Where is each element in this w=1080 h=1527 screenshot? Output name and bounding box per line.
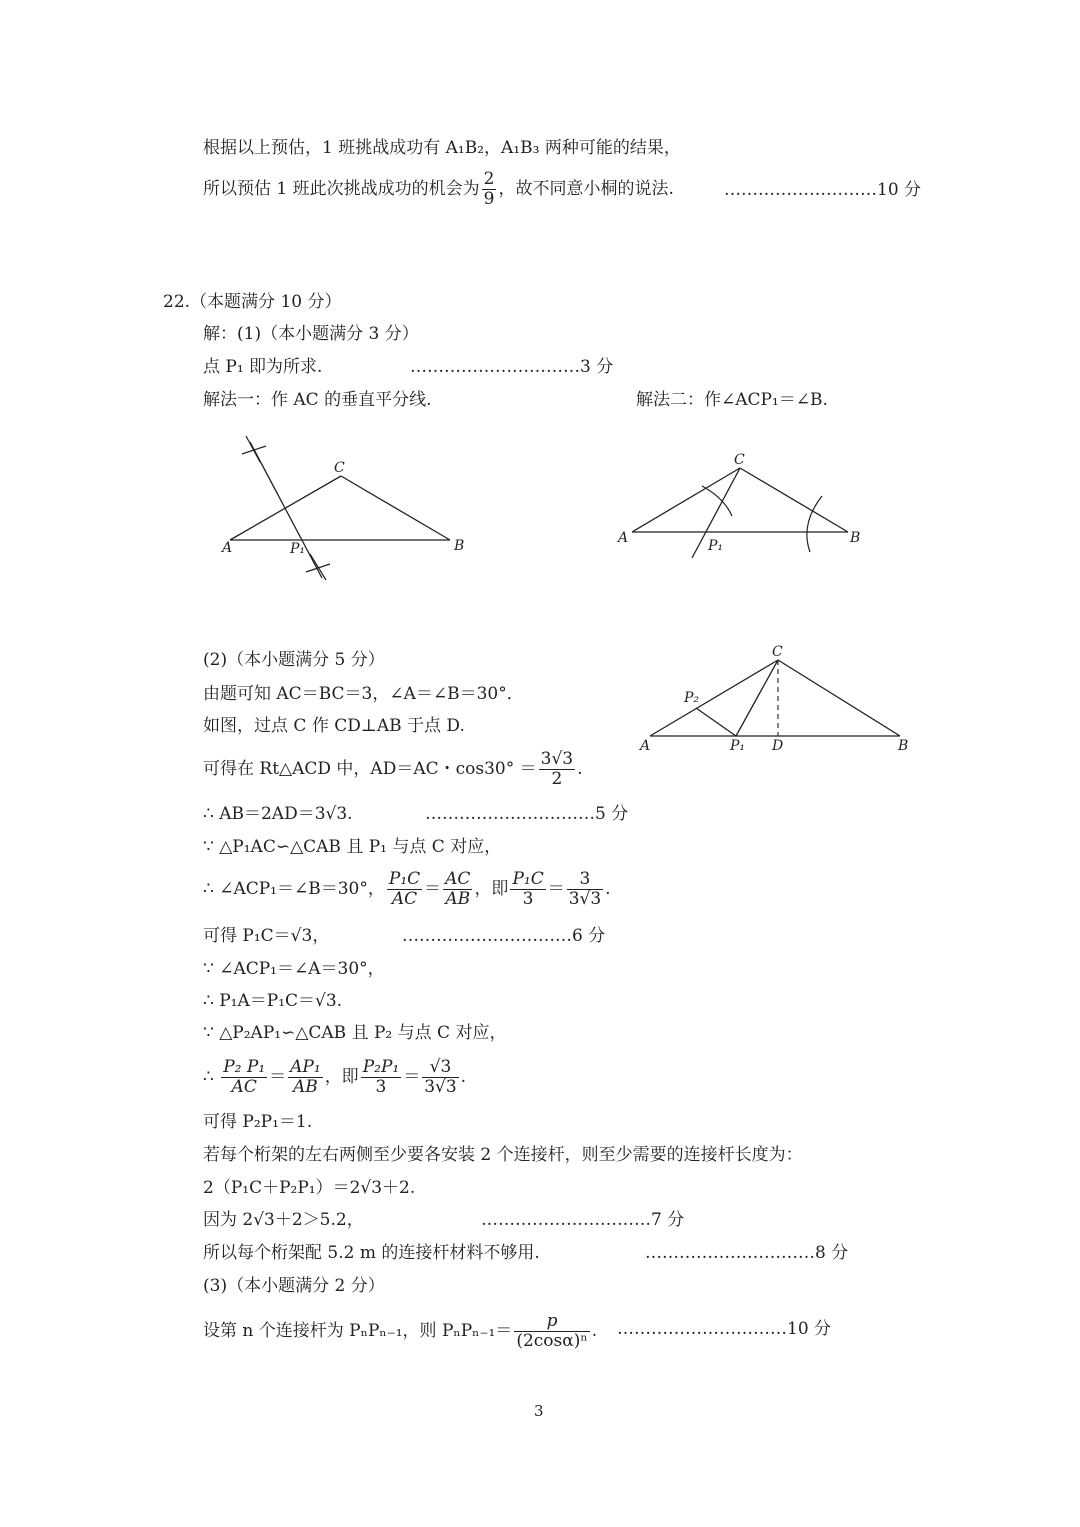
fraction-denominator: 3 — [522, 889, 534, 909]
label-b: B — [454, 538, 465, 554]
q21-conclusion-text: 所以预估 1 班此次挑战成功的机会为 — [203, 179, 480, 199]
fraction-numerator: AP₁ — [290, 1057, 321, 1077]
part2-score-8: …………………………8 分 — [645, 1243, 849, 1263]
part2-p1c-line: 可得 P₁C＝√3， — [203, 926, 330, 946]
fraction-numerator: AC — [445, 869, 471, 889]
segment-cb — [778, 660, 900, 736]
part2-heading: (2)（本小题满分 5 分） — [203, 650, 385, 670]
segment-p1p2 — [696, 708, 736, 736]
figure-angle-construction — [610, 446, 870, 576]
fraction-p1c-3 — [510, 870, 545, 909]
fraction-3-3r3 — [567, 870, 603, 909]
q21-score: ………………………10 分 — [724, 180, 922, 200]
part2-score-7: …………………………7 分 — [481, 1210, 685, 1230]
figure-perpendicular-bisector — [210, 428, 480, 588]
figure-truss-triangle — [636, 640, 916, 758]
part2-ad-line — [203, 750, 583, 789]
label-a: A — [640, 738, 651, 754]
part2-score-6: …………………………6 分 — [402, 926, 606, 946]
fraction-r3-3r3 — [422, 1058, 458, 1097]
ratio-end: . — [605, 879, 611, 899]
fraction-numerator: P₁C — [388, 869, 421, 889]
fraction-numerator: P₂P₁ — [362, 1057, 400, 1077]
fraction-numerator: 2 — [483, 169, 495, 189]
method-one-label: 解法一：作 AC 的垂直平分线. — [203, 390, 432, 410]
q21-result-line: 根据以上预估，1 班挑战成功有 A₁B₂，A₁B₃ 两种可能的结果， — [203, 138, 681, 158]
label-c: C — [334, 460, 345, 476]
part2-length-expr: 2（P₁C＋P₂P₁）＝2√3＋2. — [203, 1178, 416, 1198]
ratio2-end: . — [460, 1067, 467, 1087]
fraction-denominator: 3√3 — [424, 1077, 457, 1097]
fraction-numerator: P₂ P₁ — [223, 1057, 266, 1077]
fraction-denominator: 2 — [551, 769, 563, 789]
method-two-label: 解法二：作∠ACP₁＝∠B. — [636, 390, 828, 410]
part2-ratio-line: ∴ ∠ACP₁＝∠B＝30°， $\frac{\text{P₁C}}{AC}$ ＝ $\frac{AC}{AB}$ ，即 $\frac{\text{P₁C}}{3}$ ＝ $\frac{3}{3√3}$ . — [203, 869, 611, 909]
arc-mark-bottom — [306, 554, 330, 580]
part2-angle-line: ∵ ∠ACP₁＝∠A＝30°， — [203, 959, 385, 979]
label-d: D — [772, 738, 784, 754]
fraction-denominator: AB — [293, 1077, 318, 1097]
segment-cp1 — [736, 660, 778, 736]
part3-text: 设第 n 个连接杆为 PₙPₙ₋₁，则 PₙPₙ₋₁＝ — [203, 1321, 513, 1341]
part3-formula-line — [203, 1312, 597, 1351]
part2-similar-1: ∵ △P₁AC∽△CAB 且 P₁ 与点 C 对应， — [203, 837, 502, 857]
label-p1: P₁ — [708, 538, 724, 554]
label-p1: P₁ — [730, 738, 746, 754]
fraction-p2p1-ac — [221, 1058, 267, 1097]
segment-ac — [650, 660, 778, 736]
part2-p1a-line: ∴ P₁A＝P₁C＝√3. — [203, 991, 343, 1011]
fraction-numerator: p — [514, 1312, 589, 1332]
fraction-p1c-ac — [387, 870, 422, 909]
part2-p2p1-line: 可得 P₂P₁＝1. — [203, 1112, 313, 1132]
segment-cb — [341, 476, 450, 540]
fraction-p2p1-3 — [361, 1058, 402, 1097]
part3-fraction — [514, 1312, 589, 1351]
part3-score: …………………………10 分 — [617, 1319, 832, 1339]
fraction-numerator: P₁C — [512, 869, 544, 889]
label-c: C — [772, 644, 783, 660]
fraction-denominator: 3√3 — [568, 889, 602, 909]
part1-heading: 解：(1)（本小题满分 3 分） — [203, 324, 419, 344]
fraction-denominator: AB — [445, 889, 471, 909]
part2-requirement: 若每个桁架的左右两侧至少要各安装 2 个连接杆，则至少需要的连接杆长度为： — [203, 1145, 803, 1165]
part1-score: …………………………3 分 — [410, 357, 614, 377]
ad-text: 可得在 Rt△ACD 中，AD＝AC・cos30° ＝ — [203, 759, 537, 779]
q21-conclusion-line — [203, 170, 674, 209]
q21-probability-fraction — [482, 170, 497, 209]
fraction-ap1-ab — [288, 1058, 323, 1097]
label-p1: P₁ — [290, 541, 306, 557]
bisector-line — [250, 442, 322, 578]
segment-ac — [632, 468, 740, 532]
ratio-mid: ，即 — [474, 879, 509, 899]
therefore-symbol: ∴ — [203, 1067, 214, 1087]
part2-score-5: …………………………5 分 — [425, 804, 629, 824]
part2-similar-2: ∵ △P₂AP₁∽△CAB 且 P₂ 与点 C 对应， — [203, 1023, 507, 1043]
segment-cb — [740, 468, 848, 532]
label-b: B — [898, 738, 909, 754]
fraction-ac-ab — [443, 870, 472, 909]
q21-conclusion-end: ，故不同意小桐的说法. — [498, 179, 674, 199]
fraction-denominator: 9 — [483, 189, 495, 209]
part3-heading: (3)（本小题满分 2 分） — [203, 1276, 385, 1296]
ratio-text: ∴ ∠ACP₁＝∠B＝30°， — [203, 879, 385, 899]
part2-conclusion: 所以每个桁架配 5.2 m 的连接杆材料不够用. — [203, 1243, 540, 1263]
label-a: A — [222, 540, 233, 556]
fraction-numerator: 3√3 — [540, 749, 574, 769]
fraction-denominator: 3 — [375, 1077, 387, 1097]
part2-compare: 因为 2√3＋2＞5.2， — [203, 1210, 364, 1230]
fraction-numerator: 3 — [567, 870, 603, 890]
fraction-denominator: (2cosα)ⁿ — [516, 1331, 588, 1351]
ad-end: . — [577, 759, 583, 779]
q22-heading: 22.（本题满分 10 分） — [163, 292, 342, 312]
part2-ratio2-line: ∴ $\frac{\text{P₂ P₁}}{AC}$ ＝ $\frac{\text{AP₁}}{AB}$ ，即 $\frac{\text{P₂P₁}}{3}$ ＝ $\frac{√3}{3√3}$ . — [203, 1057, 467, 1097]
fraction-numerator: √3 — [422, 1058, 458, 1078]
fraction-denominator: AC — [391, 889, 418, 909]
part2-ab-line: ∴ AB＝2AD＝3√3. — [203, 804, 353, 824]
part2-given: 由题可知 AC＝BC＝3，∠A＝∠B＝30°． — [203, 684, 524, 704]
page-number: 3 — [534, 1402, 544, 1420]
label-b: B — [850, 530, 861, 546]
part3-end: . — [591, 1321, 598, 1341]
label-p2: P₂ — [684, 690, 700, 706]
construction-arc-b — [807, 496, 822, 552]
part2-construct-cd: 如图，过点 C 作 CD⊥AB 于点 D. — [203, 716, 465, 736]
fraction-denominator: AC — [231, 1077, 257, 1097]
part1-answer: 点 P₁ 即为所求. — [203, 357, 323, 377]
label-c: C — [734, 452, 745, 468]
ad-fraction — [539, 750, 575, 789]
ratio2-mid: ，即 — [324, 1067, 359, 1087]
label-a: A — [618, 530, 629, 546]
